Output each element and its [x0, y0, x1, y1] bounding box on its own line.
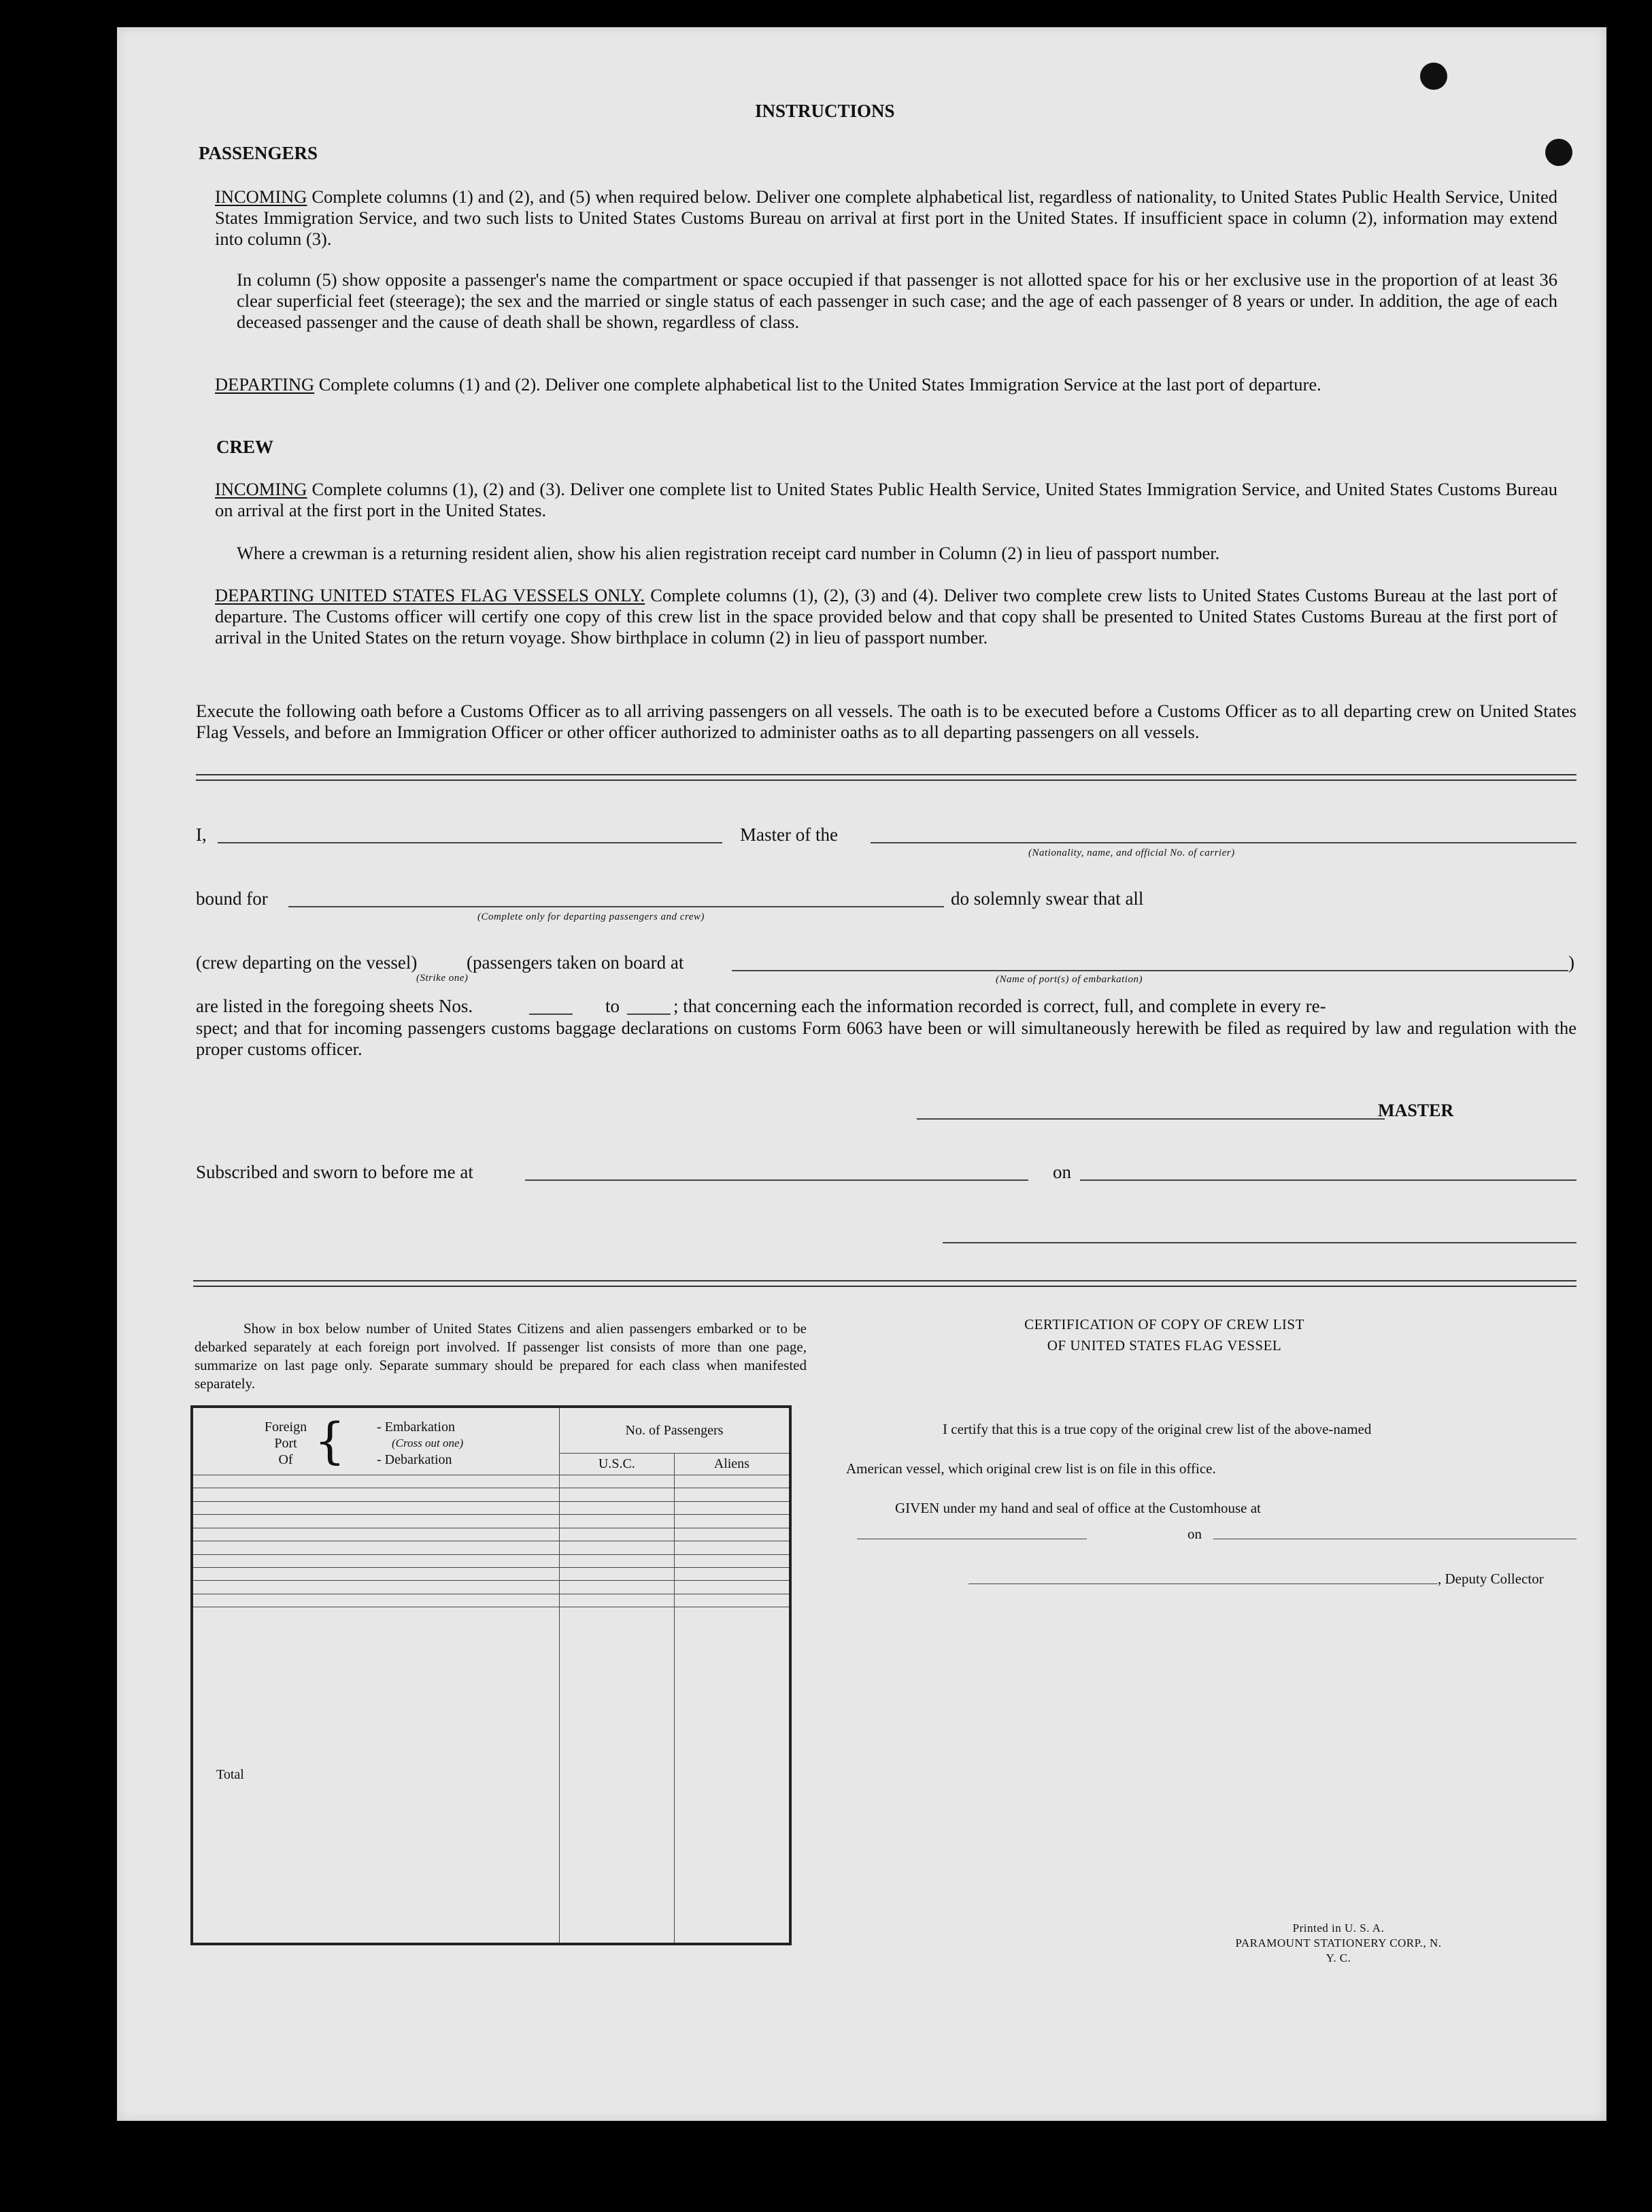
oath-intro: Execute the following oath before a Customs Officer as to all arriving passengers on all vessels. The oath is to be executed before a Customs Officer as to all departing crew on United States Flag Vessels, and before an Immigration Officer or other officer authorized to administer oaths as to all departing passengers on all vessels. [196, 701, 1577, 742]
form-page [117, 27, 1606, 2121]
brace-icon: { [314, 1412, 345, 1469]
port-cell[interactable] [192, 1515, 559, 1528]
table-row [192, 1488, 790, 1501]
listed-line-a [196, 996, 473, 1017]
usc-cell[interactable] [559, 1475, 674, 1488]
certification-on-label: on [1187, 1526, 1202, 1542]
carrier-line[interactable] [871, 842, 1577, 843]
punch-hole [1545, 139, 1572, 166]
aliens-cell[interactable] [674, 1475, 790, 1488]
subscribed-place-line[interactable] [525, 1179, 1028, 1181]
master-signature-line[interactable] [917, 1118, 1385, 1120]
table-row [192, 1581, 790, 1594]
incoming-text: Complete columns (1) and (2), and (5) when required below. Deliver one complete alphabetical list, regardless of nationality, to United States Public Health Service, United States Immigration Service, and two such lists to United States Customs Bureau on arrival at first port in the United States. If insufficient space in column (2), information may extend into column (3). [215, 186, 1557, 249]
bound-for-label: bound for [196, 888, 268, 909]
port-cell[interactable] [192, 1594, 559, 1607]
summary-instructions: Show in box below number of United States Citizens and alien passengers embarked or to be debarked separately at each foreign port involved. If passenger list consists of more than one page, summarize on last page only. Separate summary should be prepared for each class when manifested separately. [195, 1320, 807, 1392]
departing-text: Complete columns (1) and (2). Deliver one complete alphabetical list to the United States Immigration Service at the last port of departure. [314, 374, 1321, 395]
certify-line1 [895, 1420, 1577, 1439]
table-row [192, 1528, 790, 1541]
cross-out-note: (Cross out one) [392, 1437, 464, 1449]
master-name-line[interactable] [218, 842, 722, 843]
departing-flag-text: Complete columns (1), (2), (3) and (4). Deliver two complete crew lists to United States Customs Bureau at the last port of departure. The Customs officer will certify one copy of this crew list in the space provided below and that copy shall be presented to United States Customs Bureau at the first port of arrival in the United States on the return voyage. Show birthplace in column (2) in lieu of passport number. [215, 585, 1557, 648]
bound-for-line[interactable] [288, 906, 944, 907]
sheet-to-line[interactable] [627, 1013, 671, 1015]
table-row [192, 1515, 790, 1528]
deputy-collector-label: , Deputy Collector [1438, 1571, 1544, 1587]
listed-to-label: to [605, 996, 620, 1016]
port-cell[interactable] [192, 1581, 559, 1594]
port-line[interactable] [732, 970, 1568, 971]
punch-hole [1420, 63, 1447, 90]
incoming-label: INCOMING [215, 186, 307, 207]
table-row [192, 1475, 790, 1488]
usc-header: U.S.C. [559, 1454, 674, 1475]
aliens-cell[interactable] [674, 1541, 790, 1554]
passengers-departing-paragraph [215, 374, 1557, 395]
passengers-incoming-paragraph [215, 186, 1557, 250]
usc-cell[interactable] [559, 1488, 674, 1501]
port-cell[interactable] [192, 1488, 559, 1501]
crew-departing-label: (crew departing on the vessel) [196, 952, 418, 973]
certification-title-line1: CERTIFICATION OF COPY OF CREW LIST [1024, 1316, 1304, 1333]
embarkation-label: - Embarkation [377, 1420, 455, 1435]
usc-cell[interactable] [559, 1541, 674, 1554]
passenger-summary-table [190, 1405, 792, 1945]
certification-title [920, 1314, 1409, 1356]
passengers-heading: PASSENGERS [199, 143, 318, 163]
nationality-note: (Nationality, name, and official No. of carrier) [1028, 848, 1235, 858]
double-rule [193, 1280, 1577, 1287]
aliens-header: Aliens [674, 1454, 790, 1475]
table-row [192, 1501, 790, 1514]
deputy-signature-line[interactable] [968, 1583, 1438, 1584]
crew-incoming-label: INCOMING [215, 479, 307, 499]
printer-imprint [1230, 1921, 1447, 1966]
i-label: I, [196, 824, 207, 845]
usc-total-cell[interactable] [559, 1607, 674, 1944]
usc-cell[interactable] [559, 1528, 674, 1541]
table-row [192, 1554, 790, 1567]
swear-label: do solemnly swear that all [951, 888, 1144, 909]
port-cell[interactable] [192, 1528, 559, 1541]
debarkation-label: - Debarkation [377, 1452, 452, 1467]
aliens-cell[interactable] [674, 1567, 790, 1580]
port-cell[interactable] [192, 1475, 559, 1488]
aliens-cell[interactable] [674, 1501, 790, 1514]
listed-text-c: spect; and that for incoming passengers customs baggage declarations on customs Form 6063 have been or will simultaneously herewith be filed as required by law and regulation with the proper customs officer. [196, 1018, 1577, 1059]
port-cell[interactable] [192, 1541, 559, 1554]
usc-cell[interactable] [559, 1567, 674, 1580]
total-label: Total [192, 1607, 559, 1944]
aliens-total-cell[interactable] [674, 1607, 790, 1944]
of-label: Of [278, 1452, 293, 1467]
departing-flag-label: DEPARTING UNITED STATES FLAG VESSELS ONLY. [215, 585, 645, 605]
instructions-title: INSTRUCTIONS [755, 101, 895, 121]
port-cell[interactable] [192, 1501, 559, 1514]
table-row [192, 1541, 790, 1554]
foreign-label: Foreign [264, 1420, 307, 1435]
printer-name: PARAMOUNT STATIONERY CORP., N. Y. C. [1235, 1937, 1442, 1964]
aliens-cell[interactable] [674, 1488, 790, 1501]
port-note: (Name of port(s) of embarkation) [996, 974, 1143, 985]
port-header-cell [192, 1407, 559, 1475]
certify-text-2: American vessel, which original crew list is on file in this office. [846, 1460, 1216, 1477]
table-row [192, 1594, 790, 1607]
master-label: MASTER [1378, 1101, 1454, 1120]
strike-one-note: (Strike one) [416, 973, 469, 984]
departing-label: DEPARTING [215, 374, 315, 395]
certify-text-1: I certify that this is a true copy of the original crew list of the above-named [943, 1421, 1372, 1437]
subscribed-label: Subscribed and sworn to before me at [196, 1162, 473, 1182]
given-text: GIVEN under my hand and seal of office at the Customhouse at [895, 1500, 1261, 1516]
aliens-cell[interactable] [674, 1528, 790, 1541]
master-of-label: Master of the [740, 824, 838, 845]
double-rule [196, 774, 1577, 781]
aliens-cell[interactable] [674, 1581, 790, 1594]
close-paren: ) [1568, 952, 1574, 973]
passengers-taken-label: (passengers taken on board at [467, 952, 684, 973]
certification-title-line2: OF UNITED STATES FLAG VESSEL [1047, 1337, 1282, 1354]
usc-cell[interactable] [559, 1554, 674, 1567]
crew-incoming-paragraph [215, 479, 1557, 521]
port-cell[interactable] [192, 1554, 559, 1567]
subscribed-on-label: on [1053, 1162, 1071, 1182]
table-row [192, 1567, 790, 1580]
usc-cell[interactable] [559, 1594, 674, 1607]
usc-cell[interactable] [559, 1501, 674, 1514]
crew-incoming-text: Complete columns (1), (2) and (3). Deliver one complete list to United States Public Health Service, United States Immigration Service, and United States Customs Bureau on arrival at the first port in the United States. [215, 479, 1557, 520]
total-row [192, 1607, 790, 1944]
aliens-cell[interactable] [674, 1554, 790, 1567]
bound-note: (Complete only for departing passengers and crew) [477, 911, 705, 922]
subscribed-date-line[interactable] [1080, 1179, 1577, 1181]
sheet-from-line[interactable] [529, 1013, 573, 1015]
usc-cell[interactable] [559, 1581, 674, 1594]
crew-heading: CREW [216, 437, 274, 457]
aliens-cell[interactable] [674, 1515, 790, 1528]
port-label: Port [274, 1436, 297, 1451]
port-cell[interactable] [192, 1567, 559, 1580]
listed-text-b: ; that concerning each the information recorded is correct, full, and complete in every re- [673, 996, 1326, 1016]
crewman-paragraph: Where a crewman is a returning resident alien, show his alien registration receipt card number in Column (2) in lieu of passport number. [237, 543, 1220, 563]
printed-in-usa: Printed in U. S. A. [1292, 1922, 1385, 1934]
officer-signature-line[interactable] [943, 1242, 1577, 1243]
column5-paragraph: In column (5) show opposite a passenger's name the compartment or space occupied if that passenger is not allotted space for his or her exclusive use in the proportion of at least 36 clear superficial feet (steerage); the sex and the married or single status of each passenger in such case; and the age of each passenger of 8 years or under. In addition, the age of each deceased passenger and the cause of death shall be shown, regardless of class. [237, 269, 1557, 332]
aliens-cell[interactable] [674, 1594, 790, 1607]
no-passengers-header: No. of Passengers [559, 1407, 790, 1454]
departing-flag-paragraph [215, 585, 1557, 648]
listed-text-a: are listed in the foregoing sheets Nos. [196, 996, 473, 1016]
usc-cell[interactable] [559, 1515, 674, 1528]
